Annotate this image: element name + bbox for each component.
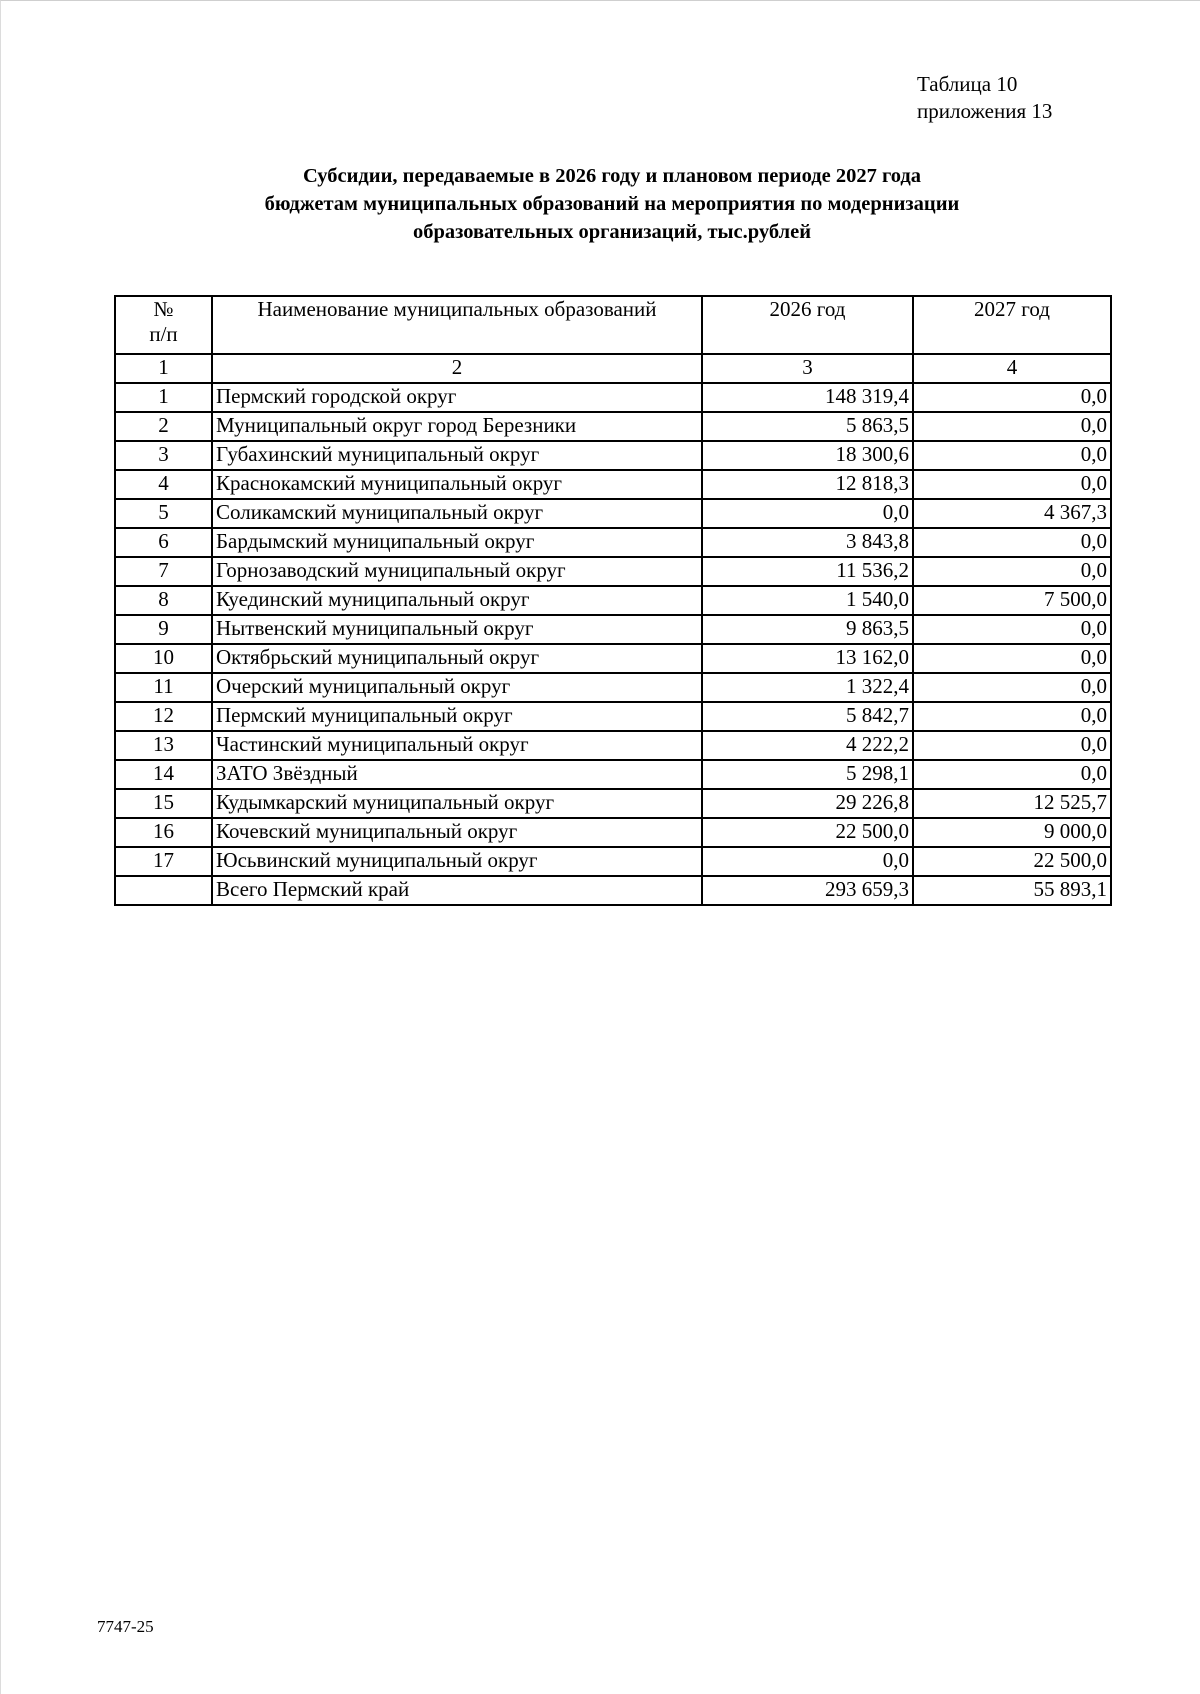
total-2026: 293 659,3: [702, 876, 913, 905]
value-2026: 13 162,0: [702, 644, 913, 673]
table-row: [115, 760, 1111, 789]
value-2026: 0,0: [702, 847, 913, 876]
caption-table-number: Таблица 10: [917, 72, 1018, 96]
value-2027: 9 000,0: [913, 818, 1111, 847]
table-row: [115, 673, 1111, 702]
value-2027: 22 500,0: [913, 847, 1111, 876]
value-2027: 0,0: [913, 673, 1111, 702]
value-2027: 0,0: [913, 615, 1111, 644]
row-number: 14: [115, 760, 212, 789]
table-row: [115, 499, 1111, 528]
row-number: 15: [115, 789, 212, 818]
row-number: 6: [115, 528, 212, 557]
value-2026: 148 319,4: [702, 383, 913, 412]
value-2027: 4 367,3: [913, 499, 1111, 528]
value-2026: 5 298,1: [702, 760, 913, 789]
column-number: 4: [913, 354, 1111, 383]
header-row: [115, 296, 1111, 354]
municipality-name: Кочевский муниципальный округ: [212, 818, 702, 847]
column-number: 2: [212, 354, 702, 383]
value-2026: 11 536,2: [702, 557, 913, 586]
value-2027: 0,0: [913, 470, 1111, 499]
value-2027: 0,0: [913, 702, 1111, 731]
table-row: [115, 383, 1111, 412]
row-number: 8: [115, 586, 212, 615]
table-row: [115, 644, 1111, 673]
value-2027: 0,0: [913, 412, 1111, 441]
value-2027: 7 500,0: [913, 586, 1111, 615]
municipality-name: Муниципальный округ город Березники: [212, 412, 702, 441]
table-row: [115, 702, 1111, 731]
value-2027: 0,0: [913, 441, 1111, 470]
total-number: [115, 876, 212, 905]
total-row: [115, 876, 1111, 905]
value-2027: 12 525,7: [913, 789, 1111, 818]
row-number: 3: [115, 441, 212, 470]
value-2026: 3 843,8: [702, 528, 913, 557]
value-2026: 5 863,5: [702, 412, 913, 441]
table-row: [115, 412, 1111, 441]
header-number-symbol: №: [153, 297, 174, 321]
table-row: [115, 441, 1111, 470]
document-title: [100, 162, 1124, 246]
header-year-2027: 2027 год: [913, 296, 1111, 354]
total-2027: 55 893,1: [913, 876, 1111, 905]
title-line-3: образовательных организаций, тыс.рублей: [412, 221, 812, 243]
value-2026: 29 226,8: [702, 789, 913, 818]
document-code: 7747-25: [97, 1617, 154, 1636]
municipality-name: Пермский городской округ: [212, 383, 702, 412]
table-row: [115, 528, 1111, 557]
value-2026: 1 322,4: [702, 673, 913, 702]
value-2027: 0,0: [913, 528, 1111, 557]
municipality-name: Куединский муниципальный округ: [212, 586, 702, 615]
value-2027: 0,0: [913, 557, 1111, 586]
municipality-name: Горнозаводский муниципальный округ: [212, 557, 702, 586]
value-2027: 0,0: [913, 760, 1111, 789]
municipality-name: Пермский муниципальный округ: [212, 702, 702, 731]
municipality-name: Соликамский муниципальный округ: [212, 499, 702, 528]
column-number: 1: [115, 354, 212, 383]
title-line-2: бюджетам муниципальных образований на мероприятия по модернизации: [264, 193, 960, 215]
value-2026: 22 500,0: [702, 818, 913, 847]
municipality-name: Кудымкарский муниципальный округ: [212, 789, 702, 818]
value-2027: 0,0: [913, 731, 1111, 760]
total-label: Всего Пермский край: [212, 876, 702, 905]
row-number: 1: [115, 383, 212, 412]
header-year-2026: 2026 год: [702, 296, 913, 354]
row-number: 2: [115, 412, 212, 441]
municipality-name: Краснокамский муниципальный округ: [212, 470, 702, 499]
table-row: [115, 731, 1111, 760]
municipality-name: Нытвенский муниципальный округ: [212, 615, 702, 644]
municipality-name: Бардымский муниципальный округ: [212, 528, 702, 557]
value-2026: 18 300,6: [702, 441, 913, 470]
value-2027: 0,0: [913, 383, 1111, 412]
value-2026: 9 863,5: [702, 615, 913, 644]
column-number: 3: [702, 354, 913, 383]
subsidy-table: [114, 295, 1112, 906]
table-row: [115, 847, 1111, 876]
table-row: [115, 615, 1111, 644]
municipality-name: Губахинский муниципальный округ: [212, 441, 702, 470]
row-number: 9: [115, 615, 212, 644]
value-2026: 0,0: [702, 499, 913, 528]
row-number: 12: [115, 702, 212, 731]
municipality-name: Октябрьский муниципальный округ: [212, 644, 702, 673]
table-caption: [917, 71, 1052, 125]
municipality-name: Юсьвинский муниципальный округ: [212, 847, 702, 876]
header-number-abbr: п/п: [149, 322, 178, 346]
table-row: [115, 586, 1111, 615]
title-line-1: Субсидии, передаваемые в 2026 году и плановом периоде 2027 года: [302, 165, 922, 187]
table-body: [115, 383, 1111, 905]
value-2026: 5 842,7: [702, 702, 913, 731]
row-number: 10: [115, 644, 212, 673]
caption-appendix: приложения 13: [917, 99, 1053, 123]
row-number: 13: [115, 731, 212, 760]
row-number: 11: [115, 673, 212, 702]
municipality-name: ЗАТО Звёздный: [212, 760, 702, 789]
header-number: [115, 296, 212, 354]
row-number: 17: [115, 847, 212, 876]
header-name: Наименование муниципальных образований: [212, 296, 702, 354]
row-number: 16: [115, 818, 212, 847]
value-2026: 1 540,0: [702, 586, 913, 615]
municipality-name: Частинский муниципальный округ: [212, 731, 702, 760]
value-2027: 0,0: [913, 644, 1111, 673]
table-row: [115, 470, 1111, 499]
value-2026: 4 222,2: [702, 731, 913, 760]
row-number: 5: [115, 499, 212, 528]
value-2026: 12 818,3: [702, 470, 913, 499]
table-row: [115, 557, 1111, 586]
row-number: 7: [115, 557, 212, 586]
column-numbers-row: [115, 354, 1111, 383]
row-number: 4: [115, 470, 212, 499]
table-row: [115, 789, 1111, 818]
table-row: [115, 818, 1111, 847]
municipality-name: Очерский муниципальный округ: [212, 673, 702, 702]
